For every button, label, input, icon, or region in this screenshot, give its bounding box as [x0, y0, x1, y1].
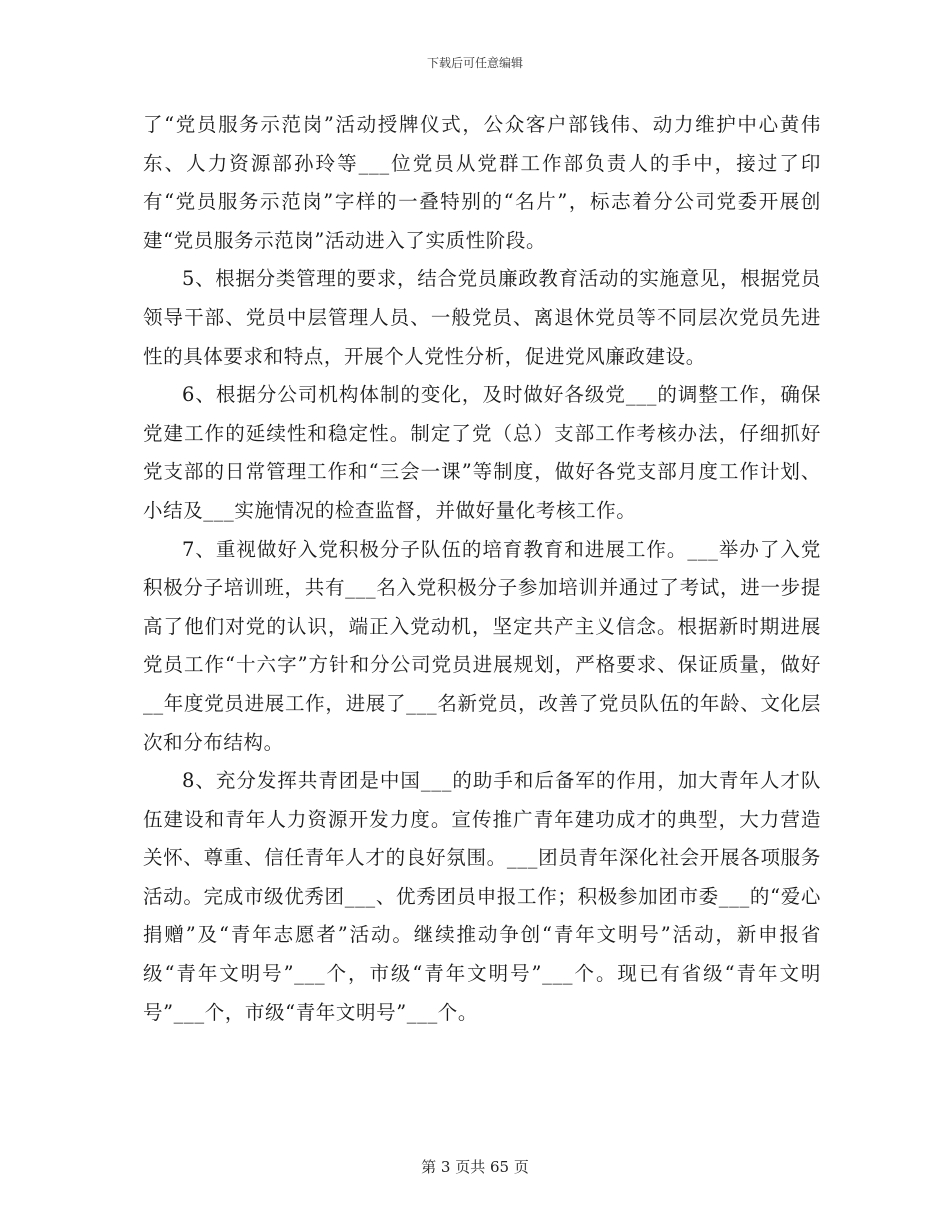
paragraph-item-6: 6、根据分公司机构体制的变化，及时做好各级党___的调整工作，确保党建工作的延续性和稳定性。制定了党（总）支部工作考核办法，仔细抓好党支部的日常管理工作和“三会一课”等制度，做好各党支部月度工作计划、小结及___实施情况的检查监督，并做好量化考核工作。 — [143, 383, 821, 522]
paragraph-item-7: 7、重视做好入党积极分子队伍的培育教育和进展工作。___举办了入党积极分子培训班，共有___名入党积极分子参加培训并通过了考试，进一步提高了他们对党的认识，端正入党动机，坚定共产主义信念。根据新时期进展党员工作“十六字”方针和分公司党员进展规划，严格要求、保证质量，做好__年度党员进展工作，进展了___名新党员，改善了党员队伍的年龄、文化层次和分布结构。 — [143, 537, 821, 754]
page-header: 下载后可任意编辑 — [426, 56, 523, 70]
paragraph-continued: 了“党员服务示范岗”活动授牌仪式，公众客户部钱伟、动力维护中心黄伟东、人力资源部孙玲等___位党员从党群工作部负责人的手中，接过了印有“党员服务示范岗”字样的一叠特别的“名片”，标志着分公司党委开展创建“党员服务示范岗”活动进入了实质性阶段。 — [143, 113, 821, 252]
document-body — [143, 106, 821, 1032]
page-footer: 第 3 页共 65 页 — [421, 1158, 529, 1176]
paragraph-item-5: 5、根据分类管理的要求，结合党员廉政教育活动的实施意见，根据党员领导干部、党员中层管理人员、一般党员、离退休党员等不同层次党员先进性的具体要求和特点，开展个人党性分析，促进党风廉政建设。 — [143, 267, 821, 368]
paragraph-item-8: 8、充分发挥共青团是中国___的助手和后备军的作用，加大青年人才队伍建设和青年人力资源开发力度。宣传推广青年建功成才的典型，大力营造关怀、尊重、信任青年人才的良好氛围。___团员青年深化社会开展各项服务活动。完成市级优秀团___、优秀团员申报工作；积极参加团市委___的“爱心捐赠”及“青年志愿者”活动。继续推动争创“青年文明号”活动，新申报省级“青年文明号”___个，市级“青年文明号”___个。现已有省级“青年文明号”___个，市级“青年文明号”___个。 — [143, 769, 821, 1024]
